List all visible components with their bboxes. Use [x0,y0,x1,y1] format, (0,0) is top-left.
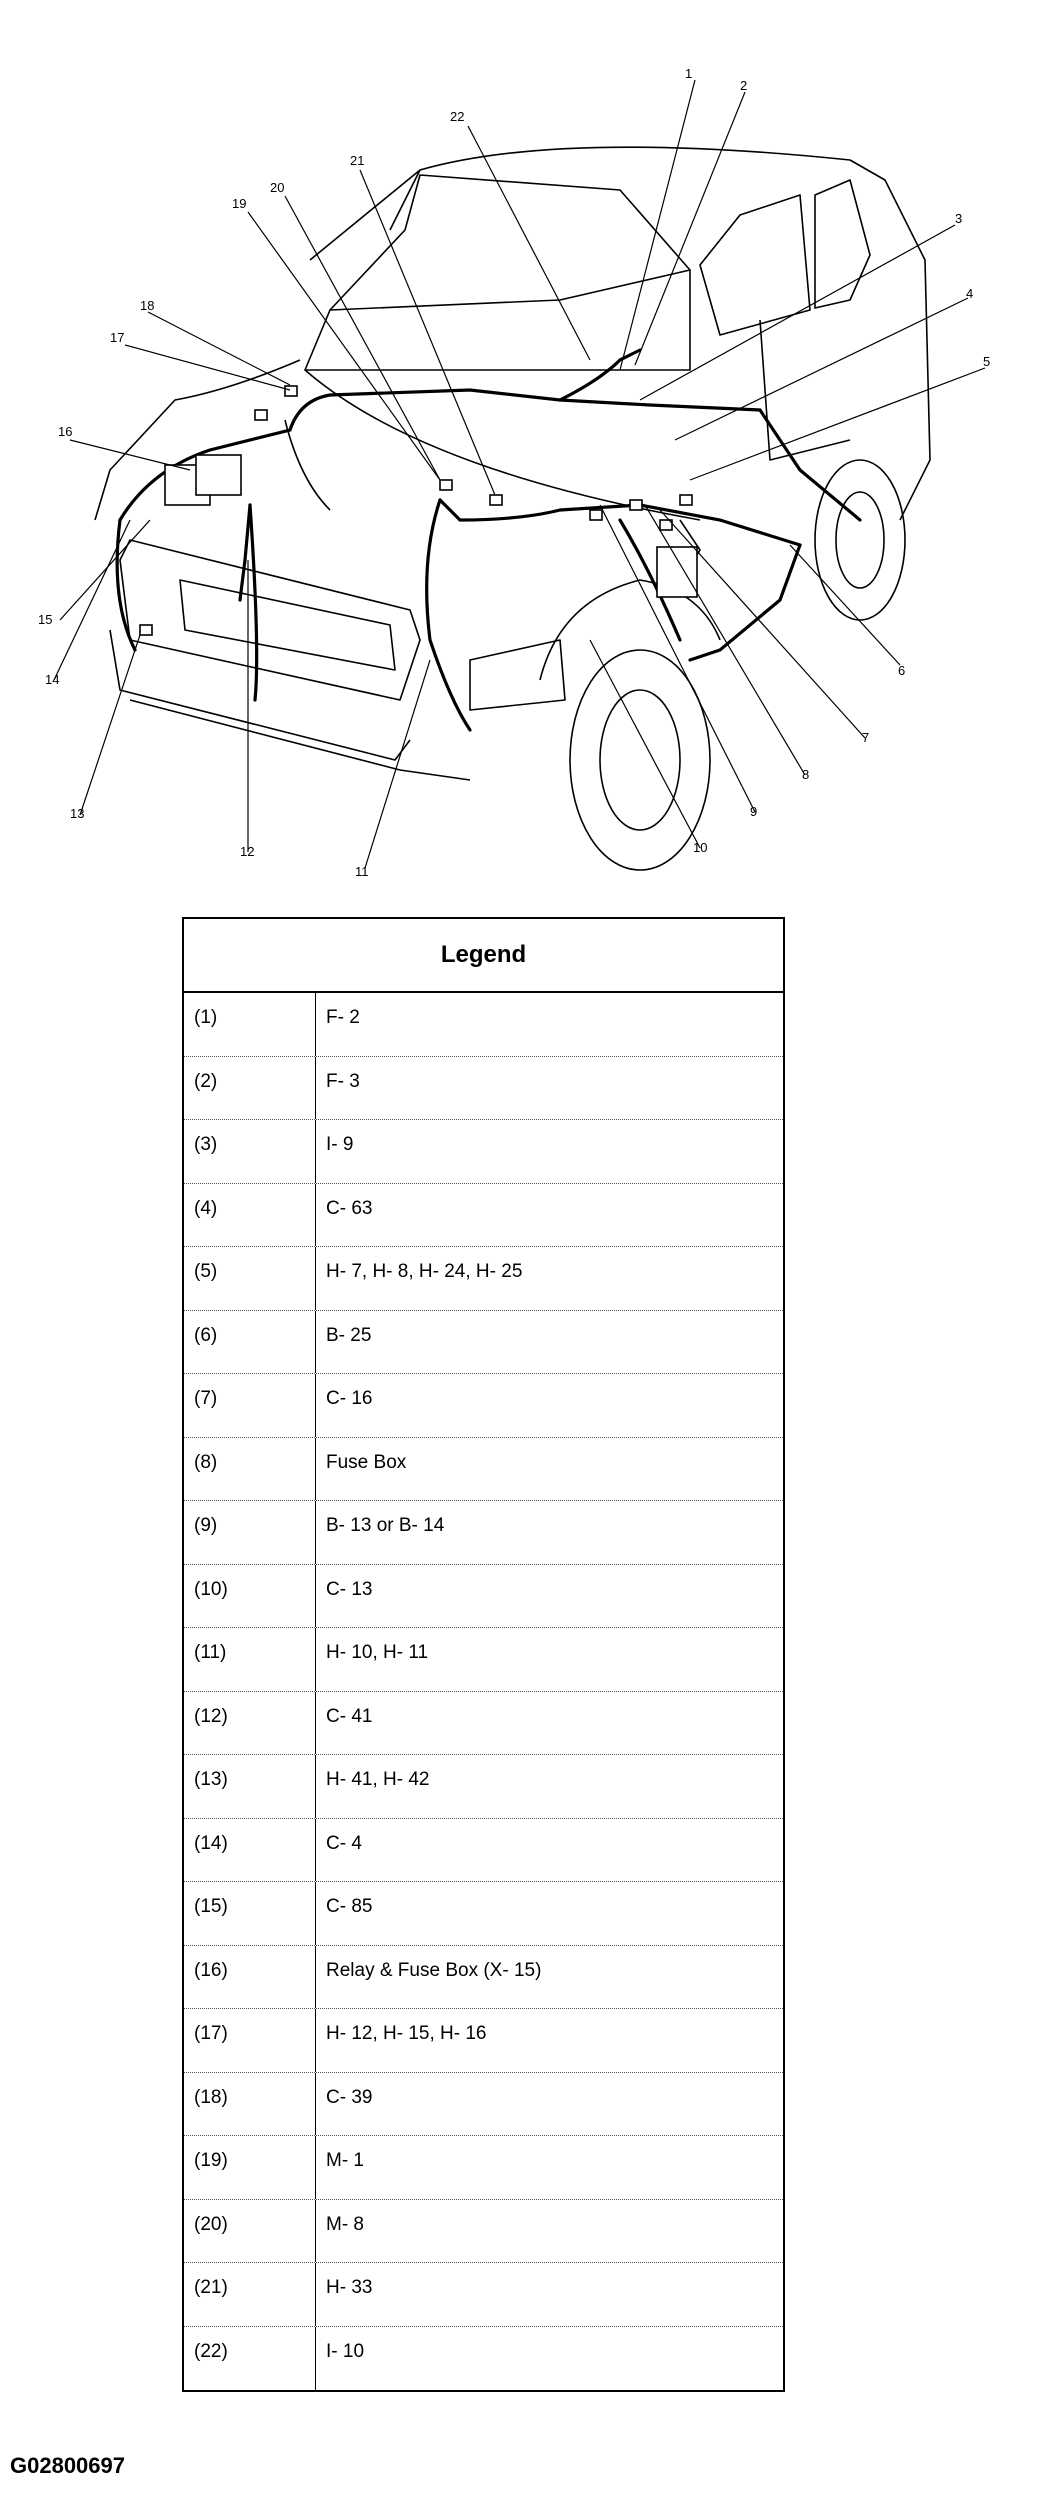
legend-row-number: (8) [184,1438,316,1501]
legend-row-connector: F- 2 [326,1007,360,1028]
legend-row-connector: C- 4 [326,1832,362,1854]
legend-row [184,1565,783,1629]
legend-row-number: (3) [184,1120,316,1183]
legend-row-number: (16) [184,1946,316,2009]
legend-row [184,2073,783,2137]
callout-9: 9 [750,804,758,819]
callout-2: 2 [740,78,748,93]
legend-row [184,1120,783,1184]
legend-row-connector: C- 16 [326,1388,373,1409]
callout-22: 22 [450,109,465,124]
callout-3: 3 [955,211,963,226]
legend-row [184,1692,783,1756]
callout-20: 20 [270,180,285,195]
legend-row-connector: H- 7, H- 8, H- 24, H- 25 [326,1261,523,1282]
legend-row [184,1501,783,1565]
legend-row [184,1057,783,1121]
legend-row [184,1819,783,1883]
legend-row-connector: B- 13 or B- 14 [326,1515,445,1536]
legend-row-number: (1) [184,993,316,1056]
callout-18: 18 [140,298,155,313]
fuse-box-shape [657,547,697,597]
callout-7: 7 [862,730,870,745]
legend-row-number: (17) [184,2009,316,2072]
legend-row [184,1184,783,1248]
legend-row-connector: C- 41 [326,1705,373,1727]
figure-code: G02800697 [10,2453,125,2478]
legend-row-number: (2) [184,1057,316,1120]
legend-row [184,1946,783,2010]
legend-row-number: (11) [184,1628,316,1691]
legend-row-number: (6) [184,1311,316,1374]
callout-21: 21 [350,153,365,168]
vehicle-outline [95,147,930,870]
legend-row-number: (15) [184,1882,316,1945]
legend-row-connector: F- 3 [326,1070,360,1092]
legend-row [184,2009,783,2073]
legend-row-connector: C- 39 [326,2086,373,2108]
legend-row-connector: C- 63 [326,1197,373,1219]
legend-row-number: (10) [184,1565,316,1628]
callout-6: 6 [898,663,906,678]
legend-row-number: (13) [184,1755,316,1818]
legend-row [184,1311,783,1375]
callout-16: 16 [58,424,73,439]
legend-row-number: (22) [184,2327,316,2391]
legend-row-number: (12) [184,1692,316,1755]
legend-row-connector: I- 9 [326,1134,354,1155]
legend-row [184,993,783,1057]
callout-13: 13 [70,806,85,821]
vehicle-wiring-diagram [0,0,1044,880]
legend-row-connector: C- 85 [326,1896,373,1917]
legend-row [184,2263,783,2327]
components [140,386,697,635]
legend-row-number: (7) [184,1374,316,1437]
legend-row-number: (20) [184,2200,316,2263]
legend-row [184,1882,783,1946]
legend-row [184,1755,783,1819]
wiring-harness [117,350,860,730]
legend-rows [184,993,783,2390]
legend-row-number: (5) [184,1247,316,1310]
legend-row-connector: M- 8 [326,2213,364,2235]
legend-title: Legend [184,919,783,993]
legend-row-number: (9) [184,1501,316,1564]
legend-row [184,1628,783,1692]
legend-row-connector: Fuse Box [326,1451,407,1473]
legend-row-connector: H- 12, H- 15, H- 16 [326,2023,487,2044]
callout-1: 1 [685,66,693,81]
callout-15: 15 [38,612,53,627]
callout-19: 19 [232,196,247,211]
legend-row-number: (21) [184,2263,316,2326]
legend-row-connector: B- 25 [326,1324,372,1346]
callout-4: 4 [966,286,974,301]
legend-row-number: (4) [184,1184,316,1247]
legend-row [184,2200,783,2264]
callout-5: 5 [983,354,991,369]
legend-row-number: (18) [184,2073,316,2136]
legend-row-number: (19) [184,2136,316,2199]
callout-14: 14 [45,672,60,687]
legend-row-connector: I- 10 [326,2340,365,2362]
legend-row [184,1374,783,1438]
callout-8: 8 [802,767,810,782]
legend-row [184,1247,783,1311]
legend-row-connector: M- 1 [326,2150,364,2171]
legend-row-connector: Relay & Fuse Box (X- 15) [326,1959,542,1981]
callout-12: 12 [240,844,255,859]
legend-row [184,2327,783,2391]
legend-row-number: (14) [184,1819,316,1882]
legend-row-connector: H- 33 [326,2277,373,2298]
legend-row-connector: H- 41, H- 42 [326,1769,430,1790]
legend-row [184,2136,783,2200]
callout-17: 17 [110,330,125,345]
legend-table [182,917,785,2392]
callout-11: 11 [355,864,369,879]
legend-row [184,1438,783,1502]
callout-10: 10 [693,840,708,855]
legend-row-connector: C- 13 [326,1578,373,1600]
legend-row-connector: H- 10, H- 11 [326,1642,429,1663]
